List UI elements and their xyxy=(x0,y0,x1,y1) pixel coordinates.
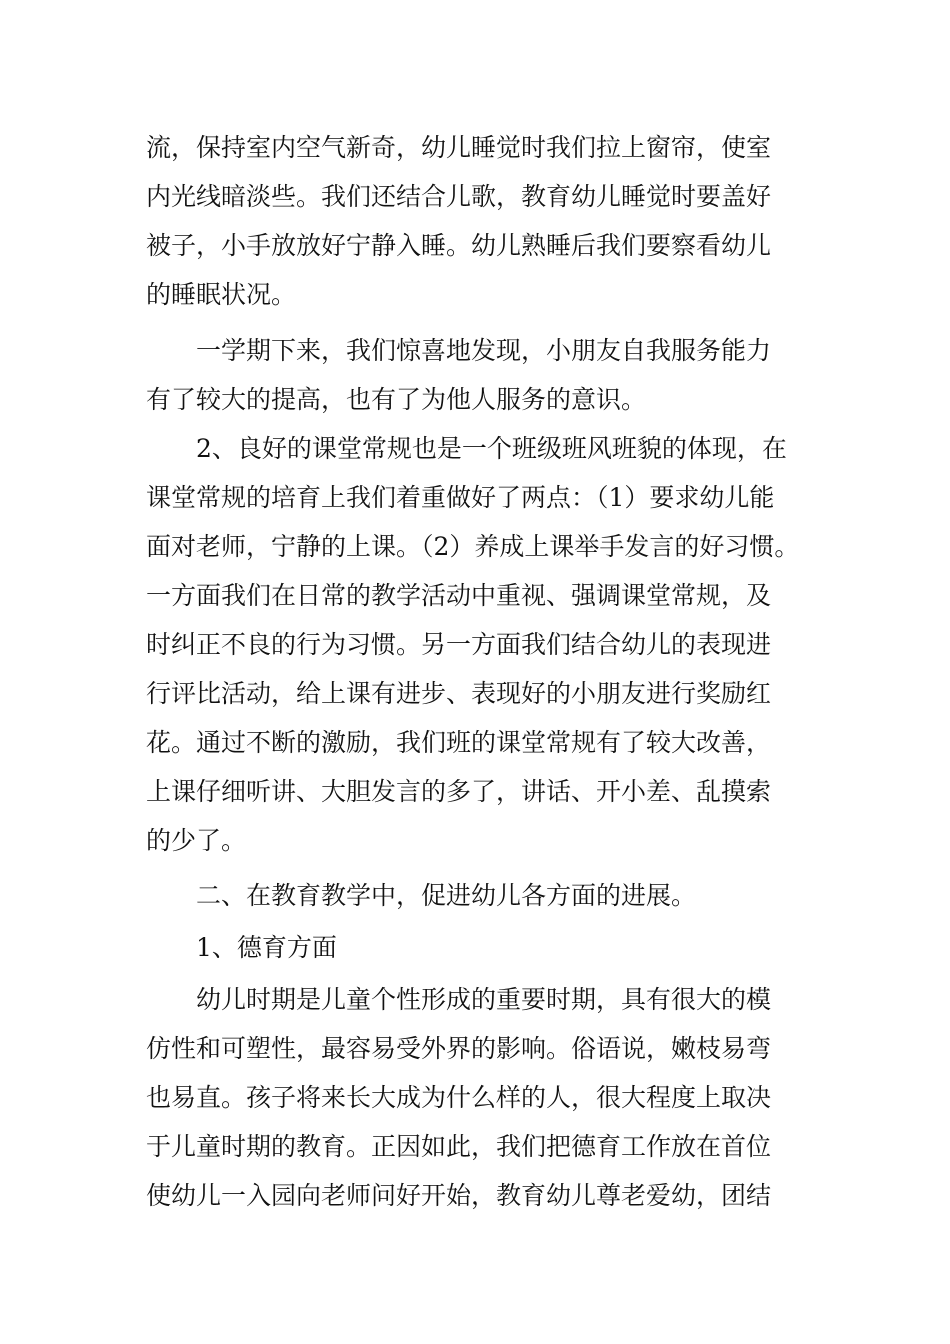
text-line: 内光线暗淡些。我们还结合儿歌，教育幼儿睡觉时要盖好 xyxy=(146,182,772,211)
text-line: 课堂常规的培育上我们着重做好了两点：（1）要求幼儿能 xyxy=(146,483,775,512)
text-line: 被子，小手放放好宁静入睡。幼儿熟睡后我们要察看幼儿 xyxy=(146,231,772,260)
text-line: 的少了。 xyxy=(146,826,247,855)
text-line: 时纠正不良的行为习惯。另一方面我们结合幼儿的表现进 xyxy=(146,630,772,659)
text-line: 流，保持室内空气新奇，幼儿睡觉时我们拉上窗帘，使室 xyxy=(146,133,772,162)
text-line: 一方面我们在日常的教学活动中重视、强调课堂常规，及 xyxy=(146,581,772,610)
text-line-indented: 一学期下来，我们惊喜地发现，小朋友自我服务能力 xyxy=(196,336,772,365)
text-line: 仿性和可塑性，最容易受外界的影响。俗语说，嫩枝易弯 xyxy=(146,1034,772,1063)
text-line: 上课仔细听讲、大胆发言的多了，讲话、开小差、乱摸索 xyxy=(146,777,772,806)
text-line: 面对老师，宁静的上课。（2）养成上课举手发言的好习惯。 xyxy=(146,532,800,561)
section-heading: 二、在教育教学中，促进幼儿各方面的进展。 xyxy=(196,881,697,910)
text-line: 于儿童时期的教育。正因如此，我们把德育工作放在首位 xyxy=(146,1132,772,1161)
text-line: 行评比活动，给上课有进步、表现好的小朋友进行奖励红 xyxy=(146,679,772,708)
text-line: 有了较大的提高，也有了为他人服务的意识。 xyxy=(146,385,647,414)
text-line-indented: 幼儿时期是儿童个性形成的重要时期，具有很大的模 xyxy=(196,985,772,1014)
text-line: 使幼儿一入园向老师问好开始，教育幼儿尊老爱幼，团结 xyxy=(146,1181,772,1210)
subsection-heading: 1、德育方面 xyxy=(196,933,337,962)
text-line: 也易直。孩子将来长大成为什么样的人，很大程度上取决 xyxy=(146,1083,772,1112)
text-line-indented: 2、良好的课堂常规也是一个班级班风班貌的体现，在 xyxy=(196,434,787,463)
text-line: 花。通过不断的激励，我们班的课堂常规有了较大改善， xyxy=(146,728,772,757)
text-line: 的睡眠状况。 xyxy=(146,280,297,309)
